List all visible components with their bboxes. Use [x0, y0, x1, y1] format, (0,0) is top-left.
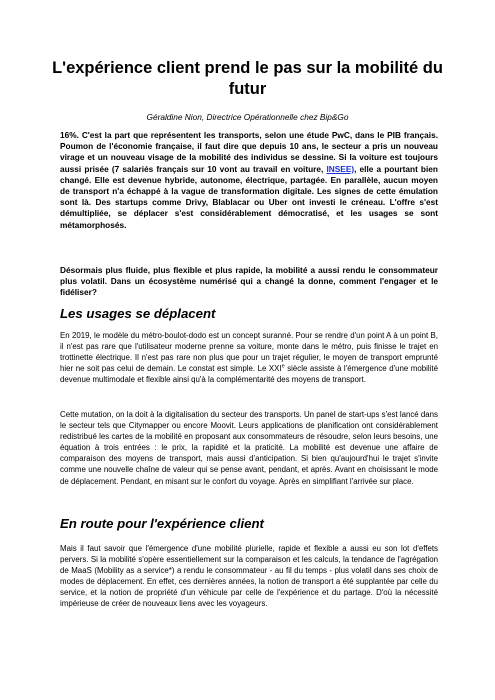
section-heading-experience: En route pour l'expérience client: [60, 516, 264, 531]
lead-text-end: , elle a pourtant bien changé. Elle est devenue hybride, autonome, électrique, partagée. En parallèle, aucun moyen de transport n'a échappé à la vague de transformation digitale. Les signes de cette émulation sont là. Des startups comme Drivy, Blablacar ou Uber ont investi le créneau. L'offre s'est démultipliée, se déplacer s'est considérablement démocratisé, et les usages se sont métamorphosés.: [60, 163, 438, 230]
body-paragraph: Mais il faut savoir que l'émergence d'une mobilité plurielle, rapide et flexible a aussi eu son lot d'effets pervers. Si la mobilité s'opère essentiellement sur la comparaison et les calculs, la tendance de l'agrégation de MaaS (Mobility as a service*) a rendu le consommateur - au fil du temps - plus volatil dans ses choix de modes de déplacement. En effet, ces dernières années, la notion de transport a été supplantée par celle du service, et la notion de propriété d'un véhicule par celle de l'expérience et du partage. D'où la nécessité impérieuse de créer de nouveaux liens avec les voyageurs.: [60, 544, 438, 609]
lead-paragraph: [60, 130, 438, 231]
body-text: En 2019, le modèle du métro-boulot-dodo est un concept suranné. Pour se rendre d'un point A à un point B, il n'est pas rare que l'utilisateur moderne prenne sa voiture, monte dans le métro, puis finisse le trajet en trottinette électrique. Il n'est pas rare non plus que pour un trajet régulier, le moyen de transport emprunté hier ne soit pas celui de demain. Le constat est simple. Le XXI: [60, 331, 438, 374]
lead-question-paragraph: Désormais plus fluide, plus flexible et plus rapide, la mobilité a aussi rendu le consommateur plus volatil. Dans un écosystème numérisé qui a changé la donne, comment l'engager et le fidéliser?: [60, 265, 438, 298]
lead-text-start: 16%. C'est la part que représentent les transports, selon une étude PwC, dans le PIB français. Poumon de l'économie française, il faut dire que depuis 10 ans, le secteur a pris un nouveau virage et un nouveau visage de la mobilité des individus se dessine. Si la voiture est toujours aussi prisée (7 salariés français sur 10 vont au travail en voiture,: [60, 130, 438, 174]
article-title: L'expérience client prend le pas sur la mobilité du futur: [52, 59, 443, 98]
body-paragraph: Cette mutation, on la doit à la digitalisation du secteur des transports. Un panel de start-ups s'est lancé dans le secteur tels que Citymapper ou encore Moovit. Leurs applications de planification ont considérablement redistribué les cartes de la mobilité en proposant aux consommateurs de résoudre, selon leurs besoins, une équation à trois entrées : le prix, la rapidité et la praticité. La mobilité est devenue une affaire de comparaison des moyens de transport, mais aussi d'anticipation. Si bien qu'aujourd'hui le trajet s'invite comme une nouvelle chaîne de valeur qui se pense avant, pendant, et après. Avant en choisissant le mode de déplacement. Pendant, en misant sur le confort du voyage. Après en simplifiant l'arrivée sur place.: [60, 410, 438, 486]
insee-link[interactable]: INSEE): [326, 163, 355, 174]
author-line: Géraldine Nion, Directrice Opérationnelle chez Bip&Go: [146, 112, 349, 122]
body-paragraph: [60, 330, 438, 385]
section-heading-usages: Les usages se déplacent: [60, 306, 216, 321]
superscript: e: [281, 363, 285, 370]
body-text: siècle assiste à l'émergence d'une mobilité devenue multimodale et flexible ainsi qu'à la complémentarité des moyens de transport.: [60, 364, 438, 385]
